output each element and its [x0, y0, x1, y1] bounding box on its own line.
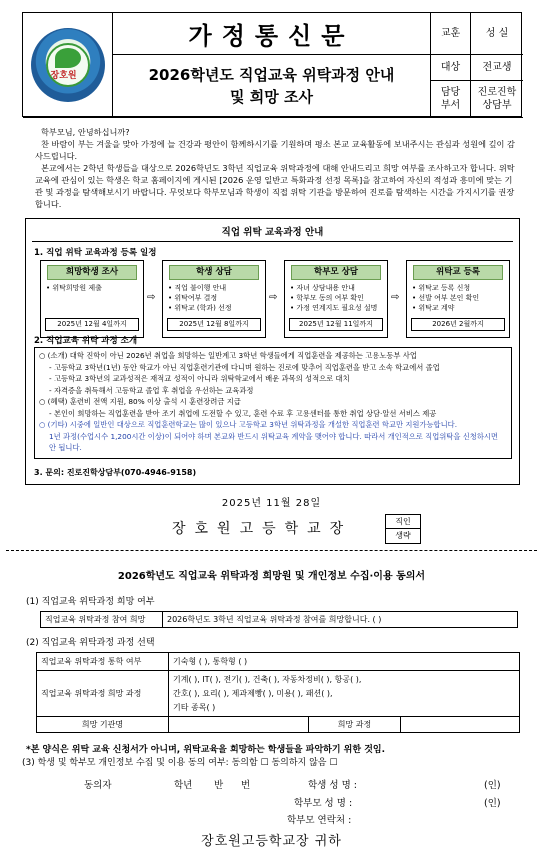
- desc-line: - 본인이 희망하는 직업훈련을 받아 조기 취업에 도전할 수 있고, 훈련 수료 후 고용센터를 통한 취업 상담·알선 서비스 제공: [49, 408, 437, 418]
- course-line: 기타 종목( ): [173, 702, 216, 712]
- motto-label: 교훈: [431, 13, 471, 55]
- step-survey: [40, 260, 144, 338]
- arrow-icon: ⇨: [147, 292, 156, 303]
- step-item: • 선발 여부 본인 확인: [412, 294, 480, 302]
- step-item: • 직업 불이행 안내: [168, 284, 227, 292]
- greeting: 학부모님, 안녕하십니까?: [41, 127, 130, 137]
- step-body: [41, 280, 143, 318]
- arrow-icon: ⇨: [269, 292, 278, 303]
- course-line: 간호( ), 요리( ), 제과제빵( ), 미용( ), 패션( ),: [173, 688, 333, 698]
- intro-text: [35, 126, 515, 210]
- student-name-label: 학생 성 명 :: [308, 780, 357, 791]
- desc-line: ○ (기타) 시중에 일반인 대상으로 직업훈련학교는 많이 있으나 고등학교 3학년 위탁과정을 개설한 직업훈련 학교만 지원가능합니다.: [39, 420, 458, 429]
- desc-line: ○ (소개) 대학 진학이 아닌 2026년 취업을 희망하는 일반계고 3학년 학생들에게 직업훈련을 제공하는 고용노동부 사업: [39, 351, 417, 360]
- target-label: 대상: [431, 55, 471, 81]
- step-item: • 위탁여부 결정: [168, 294, 218, 302]
- step-head: 위탁교 등록: [413, 265, 503, 280]
- step-date: 2025년 12월 4일까지: [45, 318, 139, 331]
- logo-text: 장호원: [50, 71, 77, 81]
- question-1-table: [40, 611, 518, 628]
- q1-label: 직업교육 위탁과정 참여 희망: [41, 612, 163, 628]
- parent-seal: (인): [484, 798, 501, 809]
- step-head: 희망학생 조사: [47, 265, 137, 280]
- parent-phone-label: 학부모 연락처 :: [287, 815, 352, 826]
- commute-label: 직업교육 위탁과정 통학 여부: [37, 653, 169, 671]
- seal-top: 직인: [386, 515, 420, 529]
- student-seal: (인): [484, 780, 501, 791]
- subtitle-line2: 및 희망 조사: [230, 88, 313, 106]
- form-note: *본 양식은 위탁 교육 신청서가 아니며, 위탁교육을 희망하는 학생들을 파악하기 위한 것임.: [26, 745, 385, 755]
- seal-box: [385, 514, 421, 544]
- step-date: 2026년 2월까지: [411, 318, 505, 331]
- leaf-icon: [55, 48, 81, 68]
- step-head: 학부모 상담: [291, 265, 381, 280]
- desc-line: - 고등학교 3학년(1년) 동안 학교가 아닌 직업훈련기관에 다니며 원하는 진로에 맞추어 직업훈련을 받고 소속 학교에서 졸업: [49, 362, 440, 372]
- commute-field[interactable]: 기숙형 ( ), 통학형 ( ): [169, 653, 520, 671]
- form-title: 2026학년도 직업교육 위탁과정 희망원 및 개인정보 수집·이용 동의서: [117, 571, 426, 582]
- question-2-table: [36, 652, 520, 733]
- section-intro-heading: 2. 직업교육 위탁 과정 소개: [34, 336, 138, 346]
- desc-line: - 자격증을 취득해서 고등학교 졸업 후 취업을 우선하는 교육과정: [49, 385, 254, 395]
- question-2: (2) 직업교육 위탁과정 과정 선택: [26, 638, 155, 648]
- question-1: (1) 직업교육 위탁과정 희망 여부: [26, 597, 155, 607]
- step-parent-counsel: [284, 260, 388, 338]
- course-line: 기계( ), IT( ), 전기( ), 건축( ), 자동차정비( ), 항공( ),: [173, 674, 362, 684]
- header-table: [22, 12, 522, 117]
- institution-label: 희망 기관명: [37, 717, 169, 733]
- step-body: [163, 280, 265, 318]
- step-item: • 위탁교 계약: [412, 304, 455, 312]
- step-body: [407, 280, 509, 318]
- desc-line: 1년 과정(수업시수 1,200시간 이상)이 되어야 하며 본교와 반드시 위탁교육 계약을 맺어야 합니다. 따라서 개인적으로 직업위탁을 신청하시면 안 됩니다.: [49, 431, 498, 452]
- step-item: • 위탁교 (학과) 선정: [168, 304, 232, 312]
- desc-line: - 고등학교 3학년의 교과성적은 재적교 성적이 아니라 위탁학교에서 배운 과목의 성적으로 대치: [49, 374, 350, 383]
- course-field[interactable]: [169, 671, 520, 717]
- issue-date: 2025년 11월 28일: [221, 498, 322, 509]
- school-logo: [31, 28, 105, 102]
- dept-label: 담당부서: [431, 81, 471, 118]
- institution-field[interactable]: [169, 717, 309, 733]
- arrow-icon: ⇨: [391, 292, 400, 303]
- process-field[interactable]: [401, 717, 520, 733]
- step-date: 2025년 12월 11일까지: [289, 318, 383, 331]
- step-body: [285, 280, 387, 318]
- cut-line: [6, 550, 537, 551]
- consent-question: (3) 학생 및 학부모 개인정보 수집 및 이용 동의 여부: 동의함 ☐ 동의하지 않음 ☐: [22, 758, 338, 768]
- principal-name: 장호원고등학교장: [172, 521, 353, 537]
- class-label: 반: [214, 780, 224, 791]
- number-label: 번: [241, 780, 251, 791]
- course-label: 직업교육 위탁과정 희망 과정: [37, 671, 169, 717]
- seal-bottom: 생략: [395, 531, 411, 540]
- form-footer: 장호원고등학교장 귀하: [201, 834, 342, 849]
- contact-info: 3. 문의: 진로진학상담부(070-4946-9158): [34, 468, 197, 477]
- step-item: • 위탁희망원 제출: [46, 284, 102, 292]
- divider: [32, 241, 513, 242]
- info-box: [25, 218, 520, 485]
- step-student-counsel: [162, 260, 266, 338]
- step-item: • 학부모 동의 여부 확인: [290, 294, 364, 302]
- motto-value: 성 실: [471, 13, 523, 55]
- signer-label: 동의자: [84, 780, 112, 791]
- subtitle: [113, 55, 431, 118]
- desc-line: ○ (혜택) 훈련비 전액 지원, 80% 이상 출석 시 훈련장려금 지급: [39, 397, 241, 406]
- course-description: [34, 347, 512, 459]
- step-item: • 자녀 상담내용 안내: [290, 284, 355, 292]
- target-value: 전교생: [471, 55, 523, 81]
- section-schedule-heading: 1. 직업 위탁 교육과정 등록 일정: [34, 248, 157, 258]
- step-head: 학생 상담: [169, 265, 259, 280]
- dept-value: 진로진학상담부: [471, 81, 523, 118]
- school-logo-cell: [23, 13, 113, 118]
- intro-paragraph-1: 찬 바람이 부는 겨울을 맞아 가정에 늘 건강과 평안이 함께하시기를 기원하며 평소 본교 교육활동에 보내주시는 관심과 성원에 깊이 감사드립니다.: [35, 139, 515, 161]
- grade-label: 학년: [174, 780, 193, 791]
- page-title: 가정통신문: [113, 13, 431, 55]
- step-item: • 가정 연계지도 필요성 설명: [290, 304, 378, 312]
- process-label: 희망 과정: [309, 717, 401, 733]
- step-register: [406, 260, 510, 338]
- step-date: 2025년 12월 8일까지: [167, 318, 261, 331]
- q1-value-field[interactable]: 2026학년도 3학년 직업교육 위탁과정 참여를 희망합니다. ( ): [163, 612, 518, 628]
- step-item: • 위탁교 등록 신청: [412, 284, 471, 292]
- info-box-title: 직업 위탁 교육과정 안내: [221, 227, 324, 238]
- parent-name-label: 학부모 성 명 :: [294, 798, 353, 809]
- subtitle-line1: 2026학년도 직업교육 위탁과정 안내: [148, 66, 395, 84]
- intro-paragraph-2: 본교에서는 2학년 학생들을 대상으로 2026학년도 3학년 직업교육 위탁과정에 대해 안내드리고 희망 여부를 조사하고자 합니다. 위탁교육에 관심이 있는 학생은 학교 홈페이지에 게시된 [2026 운영 일반고 특화과정 선정 목록]을 참고하여 자신의 적성과 흥미에 맞는 기관 및 과정을 탐색해보시기 바랍니다. 무엇보다 학부모님과 학생이 직접 위탁 기관을 방문하여 진로를 탐색하는 시간을 가지시기를 권장합니다.: [35, 163, 515, 209]
